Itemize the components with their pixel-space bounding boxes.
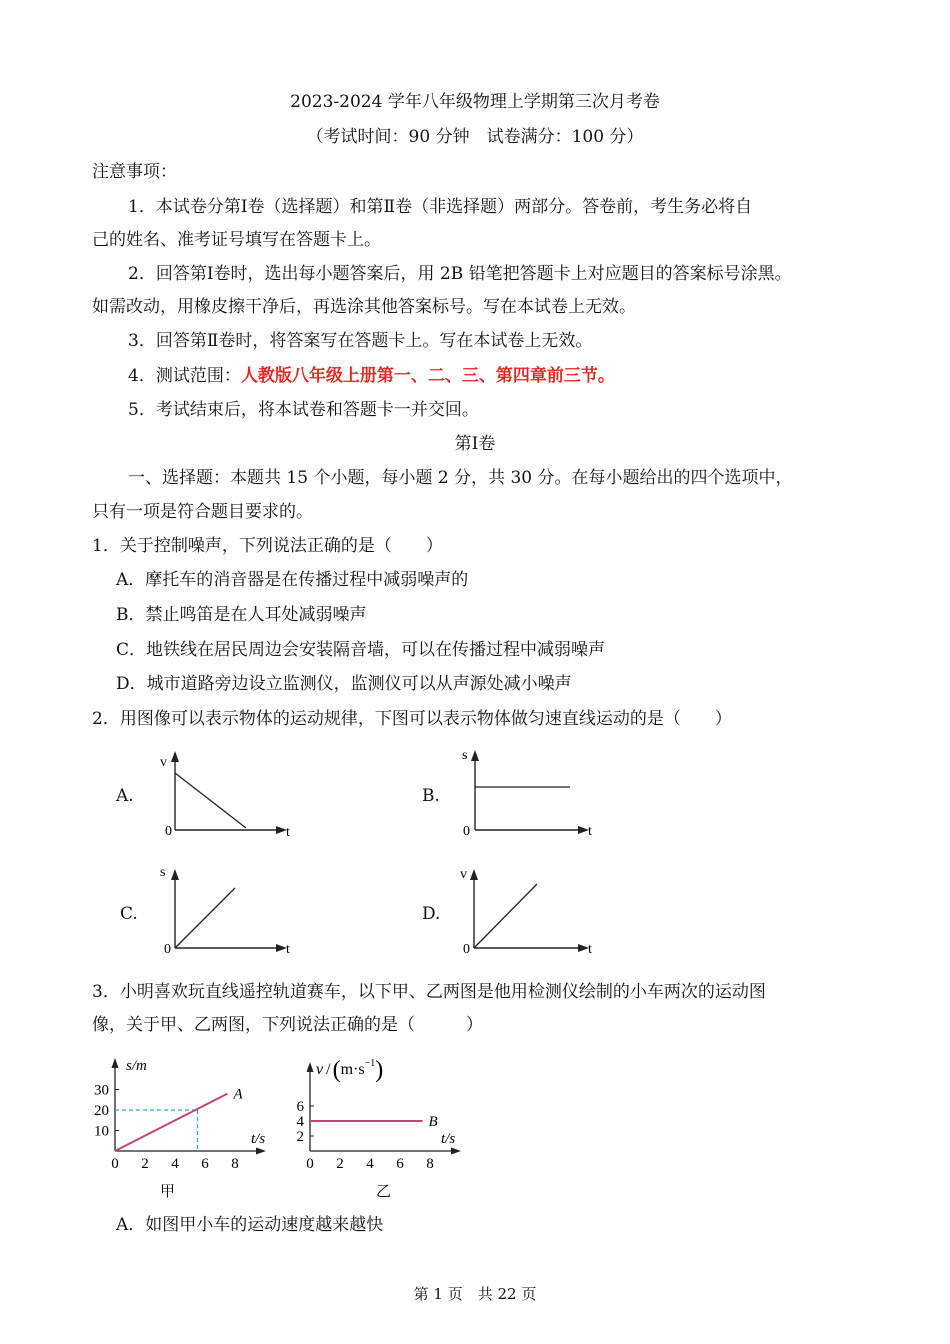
chart-yi <box>288 1048 478 1208</box>
chart-yi-ylabel-slash: / <box>326 1061 331 1078</box>
chart-yi-x-tick: 8 <box>426 1156 434 1172</box>
test-scope-highlight: 人教版八年级上册第一、二、三、第四章前三节。 <box>240 366 615 386</box>
question-2-option-c-label: C. <box>120 904 138 924</box>
chart-jia-y-tick: 10 <box>94 1123 109 1140</box>
chart-yi-y-tick: 4 <box>296 1114 304 1130</box>
chart-jia-x-tick: 0 <box>111 1156 119 1172</box>
graph-c-y-label: s <box>160 865 166 880</box>
question-1-option-c: C．地铁线在居民周边会安装隔音墙，可以在传播过程中减弱噪声 <box>116 640 606 660</box>
chart-jia <box>88 1048 278 1208</box>
graph-c-origin: 0 <box>164 942 171 957</box>
note-item-1: 1．本试卷分第Ⅰ卷（选择题）和第Ⅱ卷（非选择题）两部分。答卷前，考生务必将自 <box>128 197 753 217</box>
chart-jia-xlabel: t/s <box>251 1131 266 1147</box>
graph-b-x-label: t <box>588 824 592 839</box>
chart-yi-xlabel: t/s <box>441 1131 456 1147</box>
section-intro: 一、选择题：本题共 15 个小题，每小题 2 分，共 30 分。在每小题给出的四个选项中， <box>128 468 793 488</box>
graph-b <box>452 745 602 840</box>
chart-yi-y-tick: 6 <box>296 1099 304 1115</box>
graph-a-y-arrow <box>171 751 179 762</box>
chart-yi-x-tick: 4 <box>366 1156 374 1172</box>
graph-d-line <box>474 884 537 948</box>
question-1-option-b: B．禁止鸣笛是在人耳处减弱噪声 <box>116 605 367 625</box>
chart-jia-x-tick: 2 <box>141 1156 149 1172</box>
page-title: 2023-2024 学年八年级物理上学期第三次月考卷 <box>290 92 660 112</box>
chart-jia-y-arrow <box>112 1058 119 1068</box>
chart-jia-y-tick: 30 <box>94 1082 109 1099</box>
chart-jia-x-arrow <box>256 1148 266 1155</box>
chart-yi-x-tick: 0 <box>306 1156 314 1172</box>
chart-yi-ylabel-var: v <box>316 1061 324 1078</box>
graph-d-x-label: t <box>588 942 592 957</box>
chart-jia-title: 甲 <box>160 1184 176 1200</box>
question-3-stem-cont: 像，关于甲、乙两图，下列说法正确的是（ ） <box>92 1015 483 1035</box>
chart-yi-x-tick: 2 <box>336 1156 344 1172</box>
graph-a-y-label: v <box>160 755 167 770</box>
chart-yi-ylabel-unit: m·s <box>340 1061 365 1078</box>
section-intro-cont: 只有一项是符合题目要求的。 <box>92 502 313 522</box>
graph-c-line <box>175 888 235 948</box>
chart-yi-y-tick: 2 <box>296 1129 304 1145</box>
question-2-option-a-label: A. <box>116 786 134 806</box>
chart-jia-series-label: A <box>233 1086 243 1103</box>
chart-yi-ylabel <box>316 1057 383 1083</box>
notes-heading: 注意事项： <box>92 162 177 182</box>
page-subtitle: （考试时间：90 分钟 试卷满分：100 分） <box>306 127 644 147</box>
graph-c-x-label: t <box>286 942 290 957</box>
question-1-option-a: A．摩托车的消音器是在传播过程中减弱噪声的 <box>116 570 469 590</box>
graph-b-y-label: s <box>462 748 468 763</box>
chart-jia-series-line <box>115 1094 228 1151</box>
chart-yi-ylabel-exp: −1 <box>364 1058 376 1069</box>
question-2-option-d-label: D. <box>422 904 441 924</box>
section-title: 第Ⅰ卷 <box>454 434 496 454</box>
question-1-option-d: D．城市道路旁边设立监测仪，监测仪可以从声源处减小噪声 <box>116 674 572 694</box>
graph-a-line <box>175 773 246 828</box>
chart-jia-x-tick: 6 <box>201 1156 209 1172</box>
chart-yi-x-tick: 6 <box>396 1156 404 1172</box>
chart-jia-y-tick: 20 <box>94 1103 109 1119</box>
note-item-5: 5．考试结束后，将本试卷和答题卡一并交回。 <box>128 400 479 420</box>
graph-c-y-arrow <box>171 869 179 880</box>
chart-jia-ylabel: s/m <box>126 1058 147 1074</box>
chart-yi-ylabel-rparen: ) <box>375 1057 384 1083</box>
graph-d-y-label: v <box>460 867 467 882</box>
chart-jia-x-tick: 4 <box>171 1156 179 1172</box>
question-2-option-b-label: B. <box>422 786 440 806</box>
note-item-1-cont: 己的姓名、准考证号填写在答题卡上。 <box>92 230 381 250</box>
graph-b-origin: 0 <box>463 824 470 839</box>
page-footer: 第 1 页 共 22 页 <box>413 1285 537 1303</box>
note-item-3: 3．回答第Ⅱ卷时，将答案写在答题卡上。写在本试卷上无效。 <box>128 331 593 351</box>
note-item-2-cont: 如需改动，用橡皮擦干净后，再选涂其他答案标号。写在本试卷上无效。 <box>92 297 636 317</box>
graph-a <box>150 748 300 840</box>
note-item-4-prefix: 4．测试范围： <box>128 366 241 386</box>
question-2-stem: 2．用图像可以表示物体的运动规律，下图可以表示物体做匀速直线运动的是（ ） <box>92 709 732 729</box>
graph-d-origin: 0 <box>463 942 470 957</box>
chart-yi-x-arrow <box>451 1148 461 1155</box>
chart-yi-series-label: B <box>428 1114 438 1130</box>
question-3-option-a: A．如图甲小车的运动速度越来越快 <box>116 1215 384 1235</box>
question-1-stem: 1．关于控制噪声，下列说法正确的是（ ） <box>92 536 443 556</box>
question-3-stem: 3．小明喜欢玩直线遥控轨道赛车，以下甲、乙两图是他用检测仪绘制的小车两次的运动图 <box>92 982 766 1002</box>
chart-jia-x-tick: 8 <box>231 1156 239 1172</box>
note-item-2: 2．回答第Ⅰ卷时，选出每小题答案后，用 2B 铅笔把答题卡上对应题目的答案标号涂黑。 <box>128 264 792 284</box>
graph-d-y-arrow <box>470 869 478 880</box>
chart-yi-title: 乙 <box>376 1184 392 1200</box>
chart-yi-ylabel-lparen: ( <box>332 1057 341 1083</box>
graph-a-x-label: t <box>286 825 290 840</box>
chart-yi-y-arrow <box>307 1062 314 1072</box>
graph-c <box>150 862 300 957</box>
graph-d <box>452 862 602 957</box>
graph-b-y-arrow <box>471 750 479 761</box>
graph-a-origin: 0 <box>165 824 172 839</box>
note-item-4 <box>128 364 615 388</box>
